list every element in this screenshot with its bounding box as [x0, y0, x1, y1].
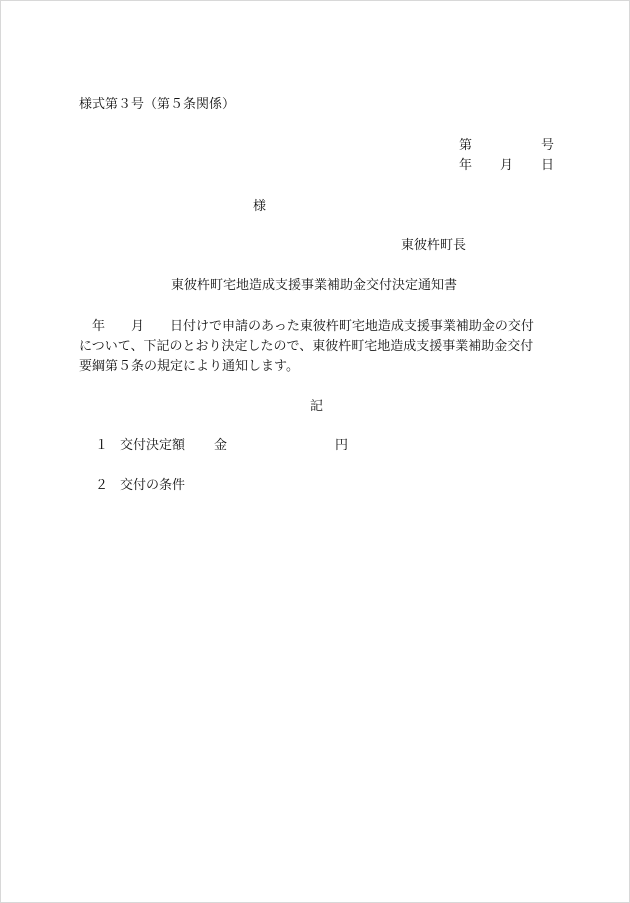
doc-number-prefix: 第 — [459, 138, 473, 153]
recipient-suffix: 様 — [253, 199, 267, 214]
amount-prefix: 金 — [214, 438, 228, 453]
issuer: 東彼杵町長 — [401, 238, 467, 253]
form-number: 様式第３号（第５条関係） — [79, 97, 236, 112]
item-label: 交付決定額 — [120, 438, 186, 453]
body-paragraph — [79, 317, 557, 377]
date-day: 日 — [541, 158, 555, 173]
item-label: 交付の条件 — [120, 478, 186, 493]
item-number: ２ — [95, 478, 109, 493]
document-title: 東彼杵町宅地造成支援事業補助金交付決定通知書 — [171, 278, 458, 293]
doc-number-suffix: 号 — [541, 138, 555, 153]
item-number: １ — [95, 438, 109, 453]
body-line: について、下記のとおり決定したので、東彼杵町宅地造成支援事業補助金交付 — [79, 339, 534, 354]
ki-heading: 記 — [310, 399, 324, 414]
body-line: 年 月 日付けで申請のあった東彼杵町宅地造成支援事業補助金の交付 — [79, 319, 534, 334]
date-year: 年 — [459, 158, 473, 173]
body-line: 要綱第５条の規定により通知します。 — [79, 359, 299, 374]
amount-unit: 円 — [335, 438, 349, 453]
date-month: 月 — [500, 158, 514, 173]
